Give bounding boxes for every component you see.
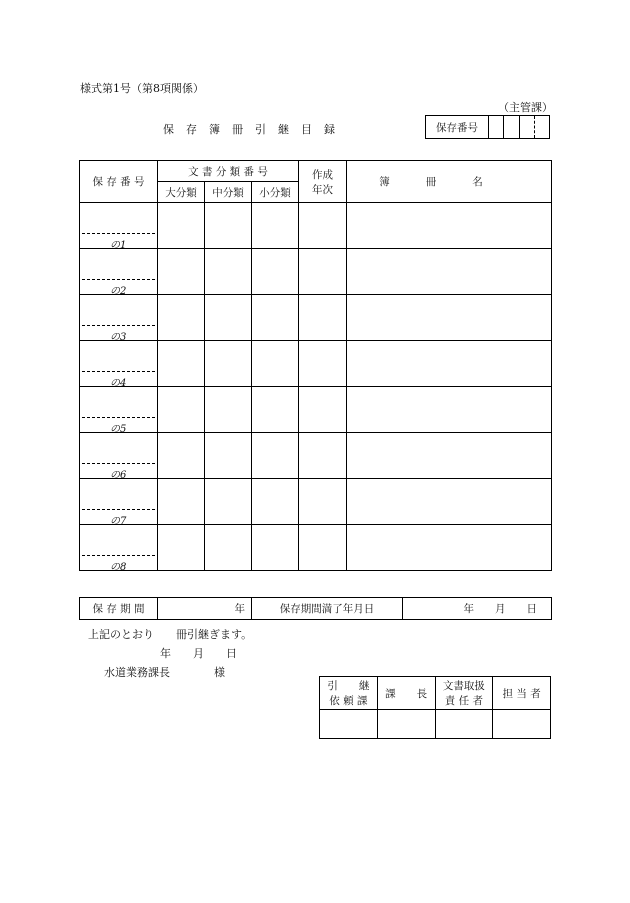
cell[interactable] <box>205 295 252 341</box>
storage-number-cell[interactable]: の6 <box>80 433 158 479</box>
handler-label: 文書取扱 責 任 者 <box>435 677 493 710</box>
date-line[interactable]: 年 月 日 <box>160 647 237 660</box>
cell[interactable] <box>347 203 552 249</box>
storage-number-cell[interactable] <box>489 116 504 138</box>
storage-number-label: 保存番号 <box>426 116 489 138</box>
storage-number-cell[interactable]: の1 <box>80 203 158 249</box>
page-title: 保存簿冊引継目録 <box>163 123 347 136</box>
cell[interactable] <box>347 295 552 341</box>
cell[interactable] <box>299 387 347 433</box>
cell[interactable] <box>205 249 252 295</box>
storage-number-cell[interactable]: の3 <box>80 295 158 341</box>
table-row <box>80 341 552 387</box>
cell[interactable] <box>205 525 252 571</box>
cell[interactable] <box>299 479 347 525</box>
requester-label: 引 継 依 頼 課 <box>320 677 378 710</box>
cell[interactable] <box>158 525 205 571</box>
staff-stamp[interactable] <box>493 710 551 739</box>
cell[interactable] <box>158 479 205 525</box>
cell[interactable] <box>299 203 347 249</box>
cell[interactable] <box>252 433 299 479</box>
retention-years-field[interactable]: 年 <box>158 598 252 620</box>
cell[interactable] <box>299 433 347 479</box>
cell[interactable] <box>252 249 299 295</box>
table-row <box>80 249 552 295</box>
cell[interactable] <box>252 479 299 525</box>
storage-number-box <box>425 115 550 139</box>
retention-period-label: 保 存 期 間 <box>80 598 158 620</box>
approval-table <box>319 676 551 739</box>
table-row <box>80 433 552 479</box>
cell[interactable] <box>252 203 299 249</box>
cell[interactable] <box>252 341 299 387</box>
storage-number-cell[interactable] <box>520 116 535 138</box>
cell[interactable] <box>205 387 252 433</box>
cell[interactable] <box>347 479 552 525</box>
cell[interactable] <box>158 387 205 433</box>
cell[interactable] <box>252 387 299 433</box>
storage-number-cell[interactable]: の4 <box>80 341 158 387</box>
storage-number-cell[interactable]: の7 <box>80 479 158 525</box>
cell[interactable] <box>299 295 347 341</box>
cell[interactable] <box>299 341 347 387</box>
cell[interactable] <box>158 341 205 387</box>
cell[interactable] <box>205 341 252 387</box>
table-row <box>80 525 552 571</box>
header-year: 作成 年次 <box>299 161 347 203</box>
cell[interactable] <box>158 203 205 249</box>
cell[interactable] <box>158 295 205 341</box>
cell[interactable] <box>252 295 299 341</box>
table-row <box>80 387 552 433</box>
header-small: 小分類 <box>252 182 299 203</box>
storage-number-cell[interactable]: の5 <box>80 387 158 433</box>
header-large: 大分類 <box>158 182 205 203</box>
cell[interactable] <box>205 479 252 525</box>
cell[interactable] <box>347 433 552 479</box>
cell[interactable] <box>299 525 347 571</box>
cell[interactable] <box>205 433 252 479</box>
cell[interactable] <box>347 387 552 433</box>
dept-note: （主管課） <box>498 101 553 114</box>
cell[interactable] <box>347 341 552 387</box>
cell[interactable] <box>158 249 205 295</box>
header-book-name: 簿冊名 <box>347 161 552 203</box>
staff-label: 担 当 者 <box>493 677 551 710</box>
chief-stamp[interactable] <box>377 710 435 739</box>
retention-period-table <box>79 597 552 620</box>
cell[interactable] <box>252 525 299 571</box>
chief-label: 課 長 <box>377 677 435 710</box>
header-doc-class: 文 書 分 類 番 号 <box>158 161 299 182</box>
table-row <box>80 295 552 341</box>
transfer-note: 上記のとおり 冊引継ぎます。 <box>88 628 253 641</box>
requester-stamp[interactable] <box>320 710 378 739</box>
expiry-date-label: 保存期間満了年月日 <box>252 598 403 620</box>
storage-number-cell[interactable] <box>504 116 519 138</box>
form-id: 様式第1号（第8項関係） <box>80 82 204 95</box>
transfer-table <box>79 160 552 571</box>
header-storage-number: 保 存 番 号 <box>80 161 158 203</box>
handler-stamp[interactable] <box>435 710 493 739</box>
storage-number-cell[interactable]: の2 <box>80 249 158 295</box>
cell[interactable] <box>347 249 552 295</box>
storage-number-cell[interactable]: の8 <box>80 525 158 571</box>
table-row <box>80 479 552 525</box>
storage-number-cell[interactable] <box>535 116 549 138</box>
cell[interactable] <box>347 525 552 571</box>
addressee: 水道業務課長 様 <box>104 666 225 679</box>
cell[interactable] <box>158 433 205 479</box>
table-row <box>80 203 552 249</box>
expiry-date-field[interactable]: 年 月 日 <box>403 598 552 620</box>
cell[interactable] <box>299 249 347 295</box>
cell[interactable] <box>205 203 252 249</box>
header-medium: 中分類 <box>205 182 252 203</box>
